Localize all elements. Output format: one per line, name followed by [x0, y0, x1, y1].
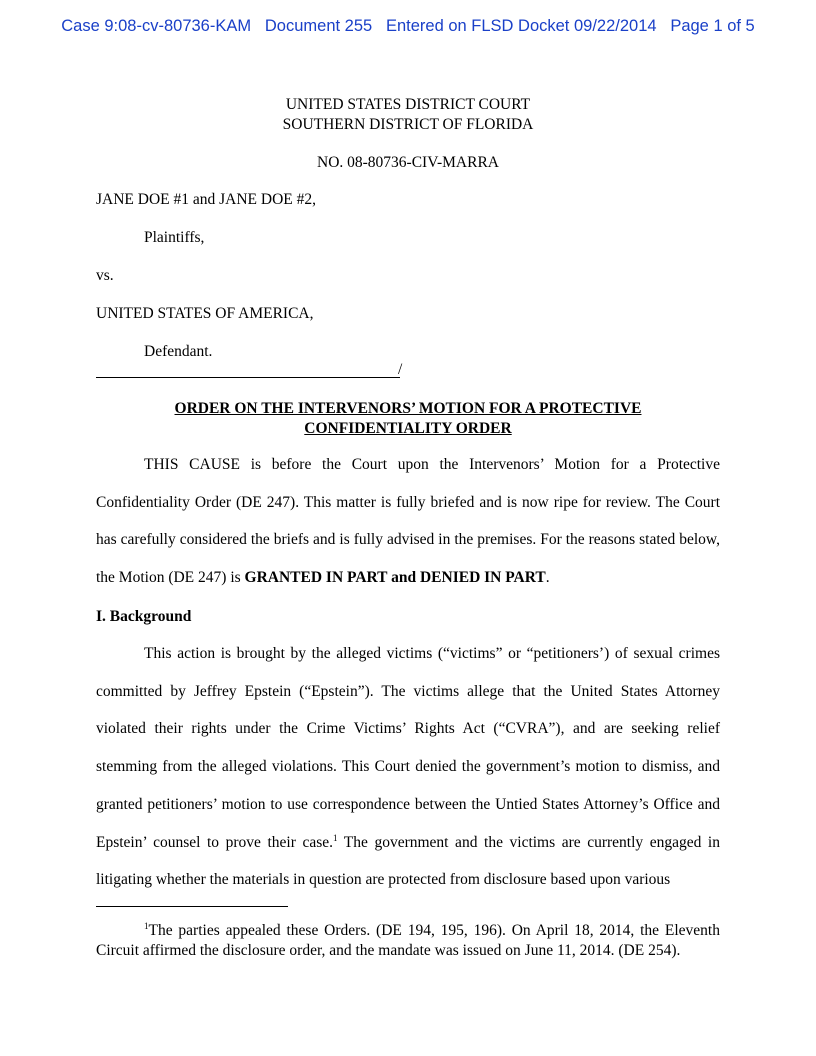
footnote-separator-rule [96, 906, 288, 907]
order-title [96, 399, 720, 439]
plaintiffs-label: Plaintiffs, [144, 229, 205, 246]
court-name-line1: UNITED STATES DISTRICT COURT [285, 96, 531, 113]
ruling-text: GRANTED IN PART and DENIED IN PART [244, 569, 546, 587]
order-title-line2: CONFIDENTIALITY ORDER [304, 420, 512, 437]
order-title-line1: ORDER ON THE INTERVENORS’ MOTION FOR A PROTECTIVE [174, 400, 642, 417]
section-heading-background: I. Background [96, 608, 192, 625]
caption-separator-slash: / [398, 361, 403, 378]
defendant-name: UNITED STATES OF AMERICA, [96, 305, 314, 322]
intro-text-end: . [545, 569, 550, 587]
background-text: This action is brought by the alleged victims (“victims” or “petitioners’) of sexual crimes committed by Jeffrey Epstein (“Epstein”). The victims allege that the United States Attorney violated their rights under the Crime Victims’ Rights Act (“CVRA”), and are seeking relief stemming from the alleged violations. This Court denied the government’s motion to dismiss, and granted petitioners’ motion to use correspondence between the Untied States Attorney’s Office and Epstein’ counsel to prove their case. [96, 645, 720, 851]
docket-document-number: Document 255 [264, 17, 373, 35]
footnote-reference[interactable]: 1 [333, 832, 338, 843]
intro-text: THIS CAUSE is before the Court upon the Intervenors’ Motion for a Protective Confidentiality Order (DE 247). This matter is fully briefed and is now ripe for review. The Court has carefully considered the briefs and is fully advised in the premises. For the reasons stated below, the Motion (DE 247) is [96, 456, 720, 587]
docket-page-indicator: Page 1 of 5 [670, 17, 755, 35]
plaintiffs-names: JANE DOE #1 and JANE DOE #2, [96, 191, 316, 208]
background-text-continued: The government and the victims are currently engaged in litigating whether the materials in question are protected from disclosure based upon various [96, 833, 720, 889]
footnote-mark: 1 [144, 921, 149, 931]
court-name-line2: SOUTHERN DISTRICT OF FLORIDA [282, 116, 534, 133]
intro-paragraph [96, 446, 720, 597]
docket-entry-date: Entered on FLSD Docket 09/22/2014 [385, 17, 657, 35]
docket-case-number: Case 9:08-cv-80736-KAM [61, 17, 252, 35]
footnote-text: The parties appealed these Orders. (DE 194, 195, 196). On April 18, 2014, the Eleventh Circuit affirmed the disclosure order, and the mandate was issued on June 11, 2014. (DE 254). [96, 922, 720, 959]
case-number: NO. 08-80736-CIV-MARRA [317, 154, 499, 171]
defendant-label: Defendant. [144, 343, 213, 360]
footnote-1 [96, 921, 720, 961]
background-paragraph [96, 635, 720, 899]
caption-separator-line [96, 377, 400, 378]
docket-header-stamp [0, 17, 816, 36]
versus-label: vs. [96, 267, 114, 284]
